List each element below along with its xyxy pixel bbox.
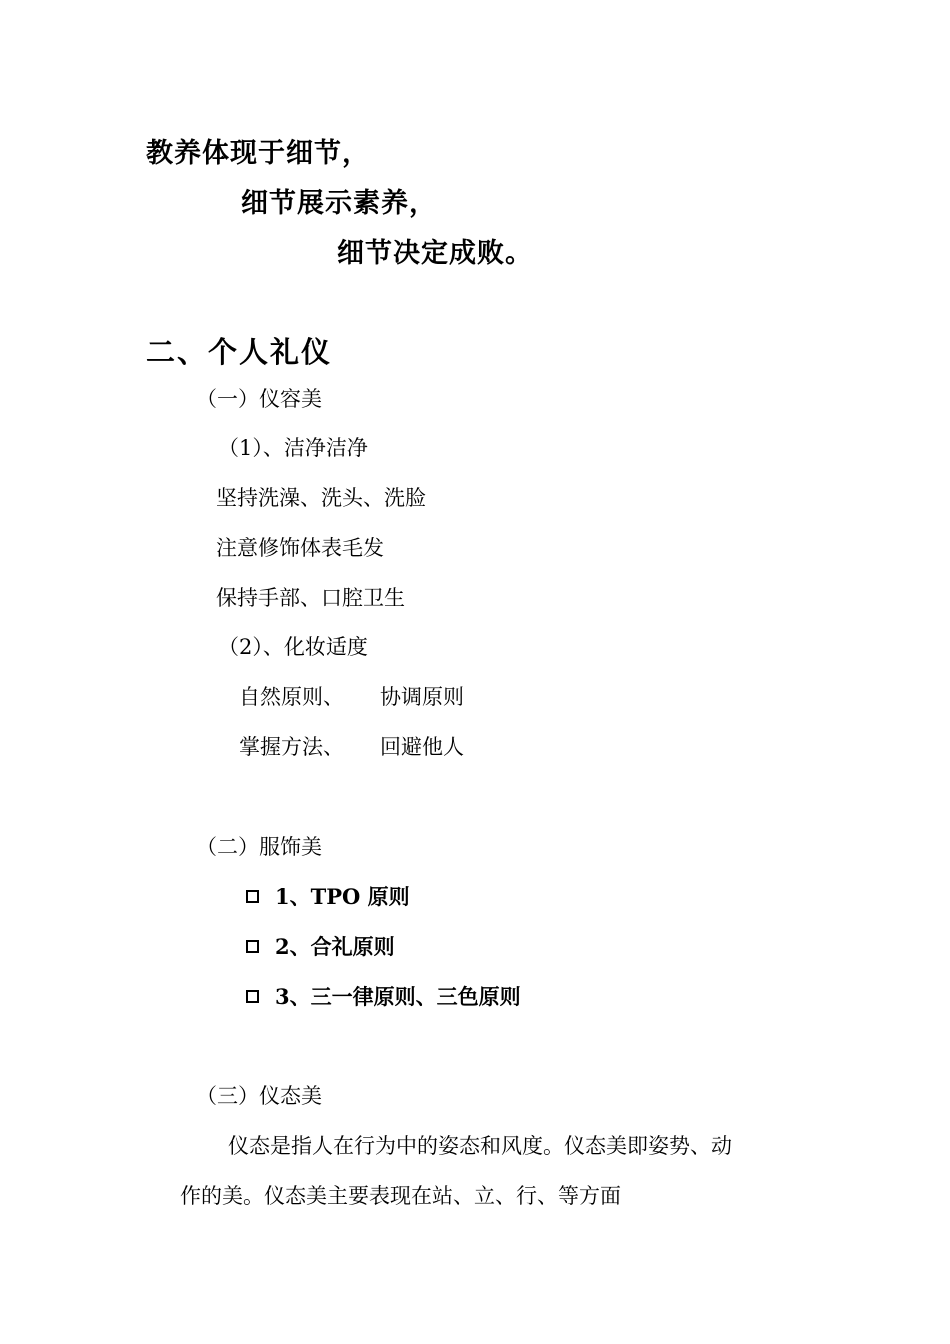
clothing-item-label: 1、TPO 原则 bbox=[275, 884, 410, 909]
appearance-sub1-item-1: 坚持洗澡、洗头、洗脸 bbox=[216, 486, 426, 510]
checkbox-icon bbox=[246, 990, 259, 1003]
demeanor-heading: （三）仪态美 bbox=[196, 1084, 322, 1108]
checkbox-icon bbox=[246, 940, 259, 953]
principle-natural: 自然原则、 bbox=[239, 685, 344, 709]
motto-line-1: 教养体现于细节， bbox=[146, 138, 370, 169]
clothing-item-2 bbox=[246, 936, 395, 957]
appearance-sub2-label: （2）、化妆适度 bbox=[218, 635, 368, 659]
appearance-heading: （一）仪容美 bbox=[196, 387, 322, 411]
appearance-sub1-item-2: 注意修饰体表毛发 bbox=[216, 536, 384, 560]
checkbox-icon bbox=[246, 890, 259, 903]
demeanor-paragraph-line-1: 仪态是指人在行为中的姿态和风度。仪态美即姿势、动 bbox=[228, 1134, 732, 1158]
clothing-item-1 bbox=[246, 886, 410, 907]
appearance-sub2-row-1 bbox=[239, 687, 464, 708]
motto-line-3: 细节决定成败。 bbox=[337, 238, 533, 269]
principle-avoid-others: 回避他人 bbox=[380, 735, 464, 759]
principle-harmony: 协调原则 bbox=[380, 685, 464, 709]
clothing-item-label: 3、三一律原则、三色原则 bbox=[275, 984, 521, 1009]
clothing-item-3 bbox=[246, 986, 521, 1007]
clothing-heading: （二）服饰美 bbox=[196, 835, 322, 859]
motto-line-2: 细节展示素养， bbox=[241, 188, 437, 219]
appearance-sub1-label: （1）、洁净洁净 bbox=[218, 436, 368, 460]
section-title: 二、个人礼仪 bbox=[146, 335, 333, 369]
principle-method: 掌握方法、 bbox=[239, 735, 344, 759]
appearance-sub1-item-3: 保持手部、口腔卫生 bbox=[216, 586, 405, 610]
appearance-sub2-row-2 bbox=[239, 737, 464, 758]
clothing-item-label: 2、合礼原则 bbox=[275, 934, 395, 959]
demeanor-paragraph-line-2: 作的美。仪态美主要表现在站、立、行、等方面 bbox=[180, 1184, 621, 1208]
